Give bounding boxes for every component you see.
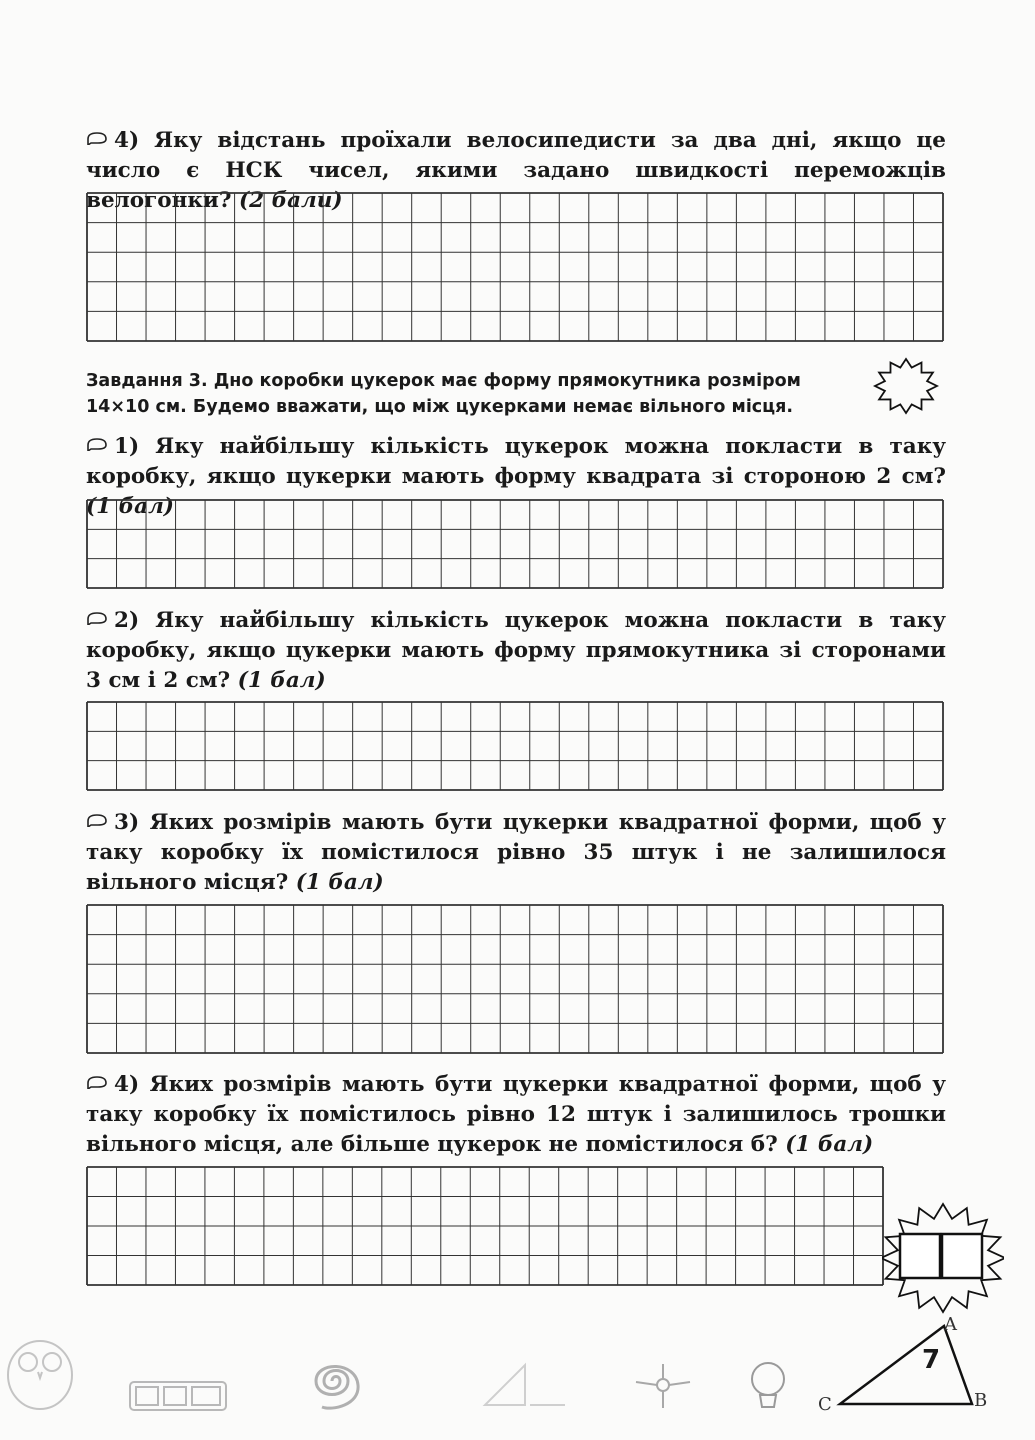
geometry-doodle [480,1360,570,1414]
question-text: Яких розмірів мають бути цукерки квадратної форми, щоб у таку коробку їх помістилось рівно 12 штук і залишилось трошки вільного місця, але більше цукерок не помістилося б? [86,1072,946,1157]
question-label: 2) [114,608,140,633]
spiral-doodle [292,1345,372,1419]
abacus-doodle [128,1378,228,1418]
question-4 [86,1070,946,1160]
speech-bubble-icon [86,437,108,451]
starburst-icon [870,357,942,419]
answer-grid[interactable] [86,1166,884,1286]
question-2 [86,606,946,696]
question-label: 4) [114,1072,140,1097]
speech-bubble-icon [86,1075,108,1089]
question-3 [86,808,946,898]
owl-doodle [0,1330,90,1414]
question-label: 4) [114,128,140,153]
score-starburst [882,1198,1004,1322]
flower-doodle [628,1360,698,1414]
question-points: (1 бал) [237,668,326,693]
answer-grid[interactable] [86,499,944,589]
lightbulb-doodle [738,1355,798,1419]
task-text: Дно коробки цукерок має форму прямокутника розміром 14×10 см. Будемо вважати, що між цукерками немає вільного місця. [86,371,801,417]
question-points: (1 бал) [86,494,174,519]
score-box [942,1234,982,1278]
triangle-label-c: C [818,1394,832,1415]
answer-grid[interactable] [86,701,944,791]
speech-bubble-icon [86,813,108,827]
question-points: (2 бали) [238,188,343,213]
answer-grid[interactable] [86,904,944,1054]
triangle-label-a: A [944,1314,957,1335]
speech-bubble-icon [86,611,108,625]
question-label: 1) [114,434,140,459]
question-text: Яку найбільшу кількість цукерок можна покласти в таку коробку, якщо цукерки мають форму квадрата зі стороною 2 см? [86,434,946,489]
question-points: (1 бал) [785,1132,874,1157]
triangle-label-b: B [974,1390,988,1411]
triangle-icon [832,1318,992,1412]
speech-bubble-icon [86,131,108,145]
page-number: 7 [922,1345,941,1375]
score-box [900,1234,940,1278]
question-text: Яку найбільшу кількість цукерок можна покласти в таку коробку, якщо цукерки мають форму прямокутника зі сторонами 3 см і 2 см? [86,608,946,693]
question-text: Яку відстань проїхали велосипедисти за два дні, якщо це число є НСК чисел, якими задано швидкості переможців велогонки? [86,128,946,213]
question-label: 3) [114,810,140,835]
question-points: (1 бал) [295,870,384,895]
task-title: Завдання 3. [86,371,208,391]
answer-grid[interactable] [86,192,944,342]
question-text: Яких розмірів мають бути цукерки квадратної форми, щоб у таку коробку їх помістилося рівно 35 штук і не залишилося вільного місця? [86,810,946,895]
task-3-description [86,368,866,420]
